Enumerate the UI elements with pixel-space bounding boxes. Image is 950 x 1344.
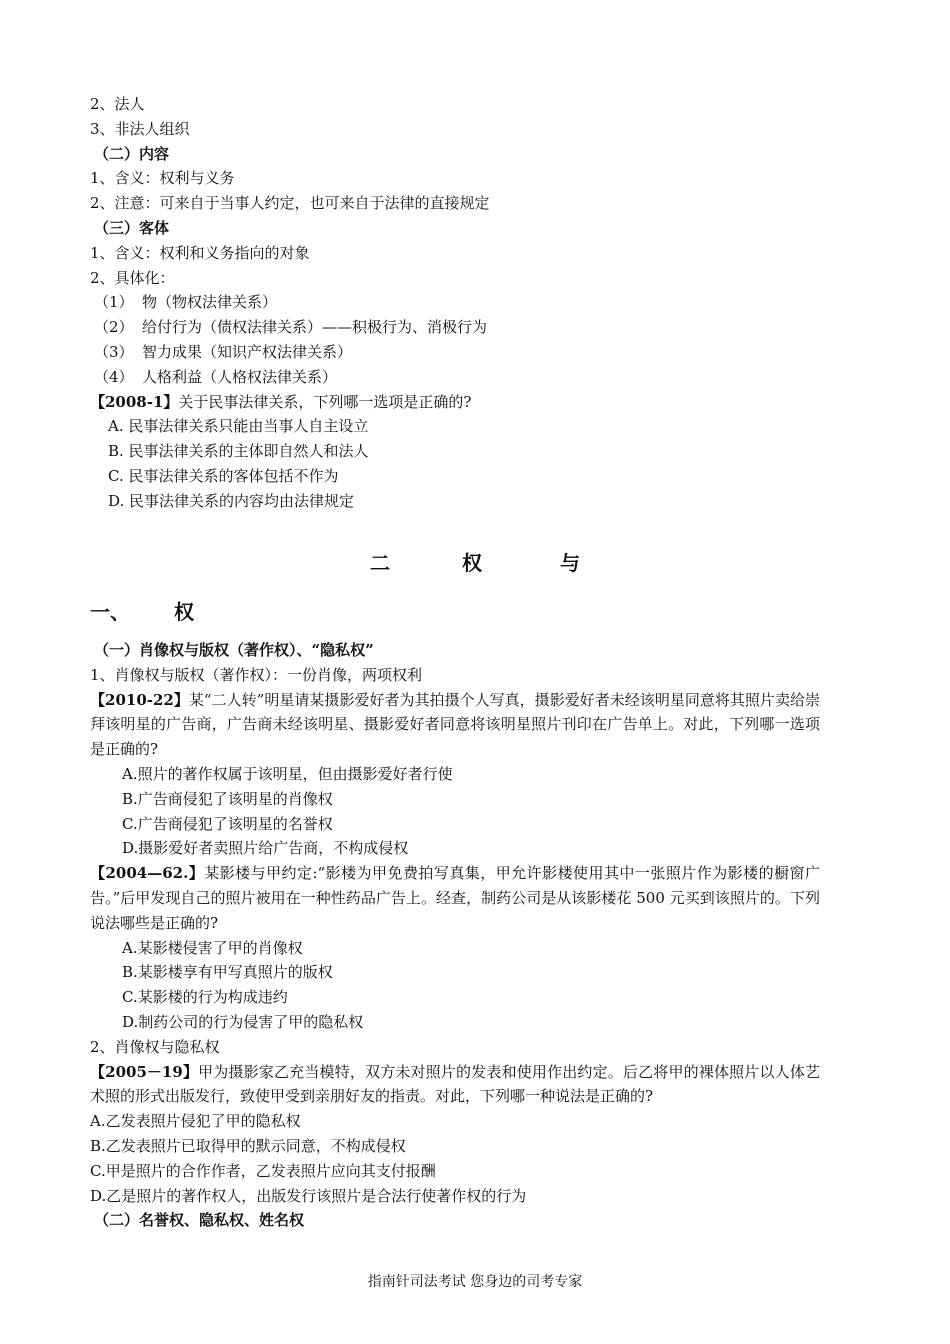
subheading-content: （二）内容: [94, 144, 170, 163]
list-item-number: （4）: [94, 367, 134, 386]
option-a: A.某影楼侵害了甲的肖像权: [122, 938, 303, 957]
option-b: B.乙发表照片已取得甲的默示同意，不构成侵权: [90, 1136, 406, 1155]
option-c: C.广告商侵犯了该明星的名誉权: [122, 814, 333, 833]
question-text: 某“二人转”明星请某摄影爱好者为其拍摄个人写真，摄影爱好者未经该明星同意将其照片卖给崇拜该明星的广告商，广告商未经该明星、摄影爱好者同意将该明星照片刊印在广告单上。对此，下列哪一选项是正确的?: [90, 690, 820, 759]
option-d: D.乙是照片的著作权人，出版发行该照片是合法行使著作权的行为: [90, 1186, 527, 1205]
list-item-text: 人格利益（人格权法律关系）: [142, 367, 338, 386]
option-b: B.广告商侵犯了该明星的肖像权: [122, 789, 333, 808]
list-item: [90, 340, 820, 365]
subheading-portrait-copyright: （一）肖像权与版权（著作权）、“隐私权”: [94, 641, 374, 659]
chapter-heading-part: 二: [370, 551, 390, 575]
option-c: C.某影楼的行为构成违约: [122, 988, 288, 1007]
text-line: 2、法人: [90, 95, 145, 113]
chapter-heading: [0, 548, 950, 578]
question-label: 【2010-22】: [90, 690, 189, 709]
text-line: 3、非法人组织: [90, 119, 190, 138]
list-item-number: （2）: [94, 318, 134, 337]
subheading-object: （三）客体: [94, 218, 170, 237]
question-label: 【2004—62.】: [90, 864, 205, 883]
section-heading-number: 一、: [90, 600, 130, 624]
question-2004-62: [90, 861, 820, 935]
option-d: D. 民事法律关系的内容均由法律规定: [108, 491, 355, 510]
list-item: [90, 315, 820, 340]
question-2008-1: [90, 390, 820, 415]
main-section: [90, 638, 820, 1233]
question-text: 关于民事法律关系，下列哪一选项是正确的?: [178, 392, 472, 411]
option-b: B.某影楼享有甲写真照片的版权: [122, 963, 333, 982]
list-item: [90, 365, 820, 390]
list-item-number: （3）: [94, 342, 134, 361]
option-a: A. 民事法律关系只能由当事人自主设立: [108, 417, 369, 436]
chapter-heading-part: 与: [560, 551, 580, 575]
top-section: [90, 92, 820, 514]
question-text: 某影楼与甲约定:“影楼为甲免费拍写真集，甲允许影楼使用其中一张照片作为影楼的橱窗广告。”后甲发现自己的照片被用在一种性药品广告上。经查，制药公司是从该影楼花 500 元买到该照片的。下列说法哪些是正确的?: [90, 864, 820, 932]
question-label: 【2005－19】: [90, 1062, 199, 1081]
question-2005-19: [90, 1060, 820, 1110]
section-heading: [90, 597, 194, 627]
list-item-number: （1）: [94, 293, 134, 312]
list-item-text: 给付行为（债权法律关系）——积极行为、消极行为: [142, 318, 488, 337]
text-line: 1、含义：权利和义务指向的对象: [90, 243, 310, 262]
list-item-text: 物（物权法律关系）: [142, 293, 278, 312]
option-c: C.甲是照片的合作作者，乙发表照片应向其支付报酬: [90, 1161, 436, 1180]
section-heading-text: 权: [174, 600, 194, 624]
page-footer: 指南针司法考试 您身边的司考专家: [367, 1274, 583, 1290]
text-line: 2、具体化：: [90, 268, 175, 287]
option-a: A.照片的著作权属于该明星，但由摄影爱好者行使: [122, 764, 453, 783]
text-line: 1、肖像权与版权（著作权）：一份肖像，两项权利: [90, 665, 423, 684]
text-line: 2、注意：可来自于当事人约定，也可来自于法律的直接规定: [90, 194, 490, 213]
subheading-reputation-privacy-name: （二）名誉权、隐私权、姓名权: [94, 1211, 305, 1230]
option-c: C. 民事法律关系的客体包括不作为: [108, 466, 339, 485]
chapter-heading-part: 权: [462, 551, 482, 575]
option-d: D.制药公司的行为侵害了甲的隐私权: [122, 1012, 364, 1031]
list-item-text: 智力成果（知识产权法律关系）: [142, 342, 353, 361]
option-b: B. 民事法律关系的主体即自然人和法人: [108, 442, 369, 461]
text-line: 1、含义：权利与义务: [90, 169, 235, 188]
question-label: 【2008-1】: [90, 392, 179, 411]
list-item: [90, 290, 820, 315]
text-line: 2、肖像权与隐私权: [90, 1037, 220, 1056]
question-text: 甲为摄影家乙充当模特，双方未对照片的发表和使用作出约定。后乙将甲的裸体照片以人体艺术照的形式出版发行，致使甲受到亲朋好友的指责。对此，下列哪一种说法是正确的?: [90, 1062, 820, 1106]
question-2010-22: [90, 688, 820, 762]
option-d: D.摄影爱好者卖照片给广告商，不构成侵权: [122, 839, 409, 858]
option-a: A.乙发表照片侵犯了甲的隐私权: [90, 1112, 301, 1131]
